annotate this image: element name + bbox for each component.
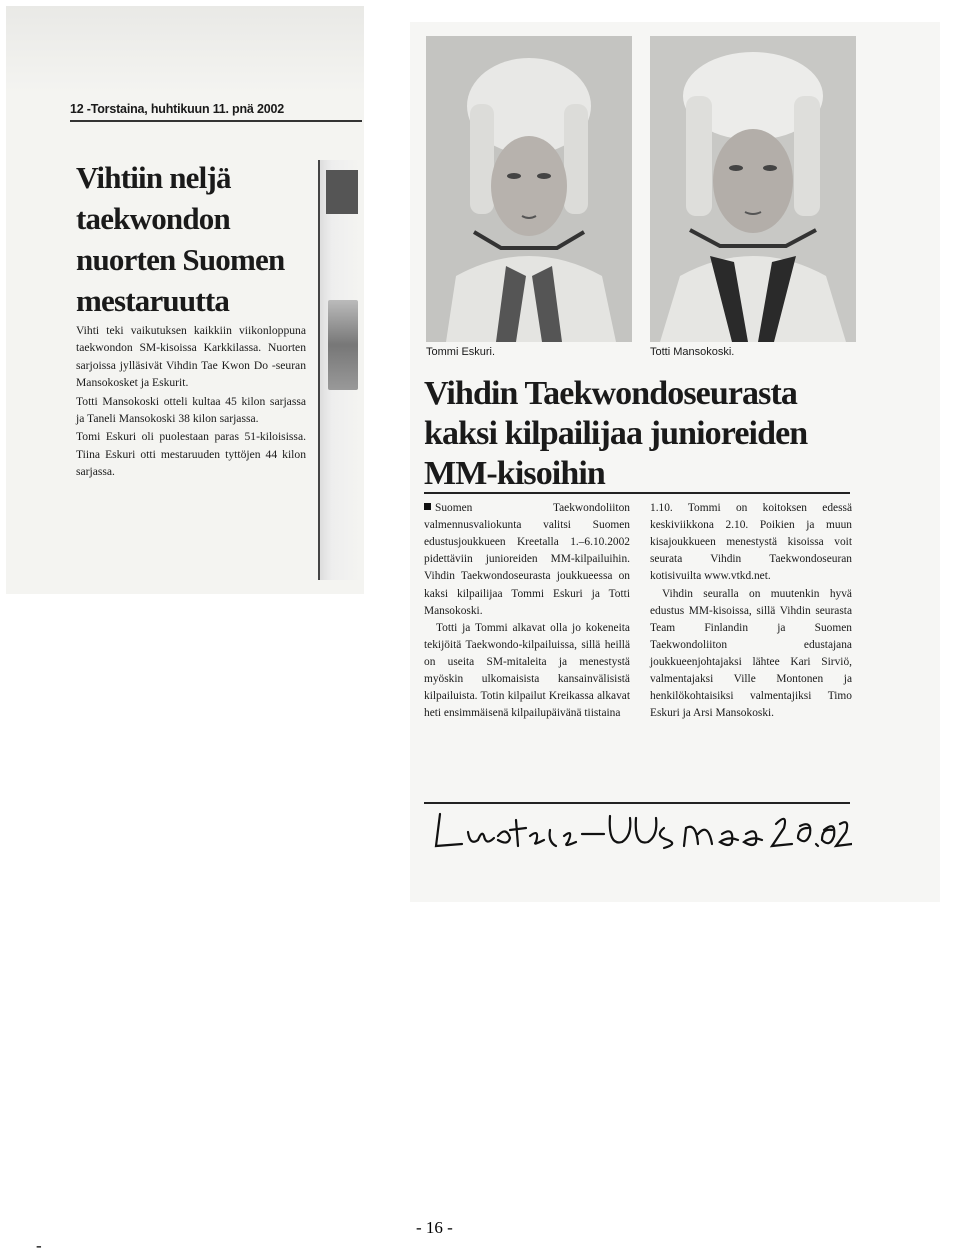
article-paragraph: Totti ja Tommi alkavat olla jo kokeneita tekijöitä Taekwondo-kilpailuissa, sillä heillä on useita SM-mitaleita ja menestystä myöskin ulkomaisista kansainvälisistä kilpailuista. Totin kilpailut Kreikassa alkavat heti ensimmäisenä kilpailupäivänä tiistaina — [424, 621, 630, 720]
article-column-right — [650, 500, 852, 722]
headline-rule — [424, 492, 850, 494]
clipping-1-paragraph: Vihti teki vaikutuksen kaikkiin viikonloppuna taekwondon SM-kisoissa Karkkilassa. Nuorten sarjoissa jylläsivät Vihdin Tae Kwon Do -seuran Mansokosket ja Eskurit. — [76, 324, 306, 390]
handwritten-signature — [432, 806, 852, 854]
adjacent-photo-fragment — [326, 170, 358, 214]
article-paragraph: Vihdin seuralla on muutenkin hyvä edustus MM-kisoissa, sillä Vihdin seurasta Team Finlandin ja Suomen Taekwondoliiton edustajana joukkueenjohtajaksi lähtee Kari Sirviö, valmentajaksi Ville Montonen ja henkilökohtaisiksi valmentajiksi Timo Eskuri ja Arsi Mansokoski. — [650, 587, 852, 720]
scan-top-band — [6, 6, 364, 94]
dateline-rule — [70, 120, 362, 122]
clipping-1-headline: Vihtiin neljä taekwondon nuorten Suomen mestaruutta — [76, 160, 285, 318]
page-number: - 16 - — [416, 1218, 453, 1237]
photo-caption-left: Tommi Eskuri. — [426, 346, 496, 358]
bullet-square-icon — [424, 503, 431, 510]
clipping-2-headline: Vihdin Taekwondoseurasta kaksi kilpailijaa junioreiden MM-kisoihin — [424, 375, 808, 492]
adjacent-photo-fragment — [328, 300, 358, 390]
clipping-1-paragraph: Tomi Eskuri oli puolestaan paras 51-kiloisissa. Tiina Eskuri otti mestaruuden tyttöjen 44 kilon sarjassa. — [76, 430, 306, 479]
photo-totti-mansokoski — [650, 36, 856, 342]
clipping-1-body — [76, 322, 306, 482]
article-column-left — [424, 500, 630, 722]
clipping-1-dateline: 12 -Torstaina, huhtikuun 11. pnä 2002 — [70, 102, 284, 116]
photo-tommi-eskuri — [426, 36, 632, 342]
clipping-1-paragraph: Totti Mansokoski otteli kultaa 45 kilon sarjassa ja Taneli Mansokoski 38 kilon sarjassa. — [76, 394, 306, 425]
article-paragraph: Suomen Taekwondoliiton valmennusvaliokunta valitsi Suomen edustusjoukkueen Kreetalla 1.–6.10.2002 pidettäviin junioreiden MM-kilpailuihin. Vihdin Taekwondoseurasta joukkueessa on kaksi kilpailijaa Tommi Eskuri ja Totti Mansokoski. — [424, 502, 630, 617]
article-paragraph: 1.10. Tommi on koitoksen edessä keskiviikkona 2.10. Poikien ja muun kisajoukkueen menestystä kisoissa voit seurata Vihdin Taekwondoseuran kotisivuilta www.vtkd.net. — [650, 502, 852, 583]
photo-caption-right: Totti Mansokoski. — [650, 346, 735, 358]
article-bottom-rule — [424, 802, 850, 804]
stray-dash-mark: - — [36, 1236, 42, 1255]
